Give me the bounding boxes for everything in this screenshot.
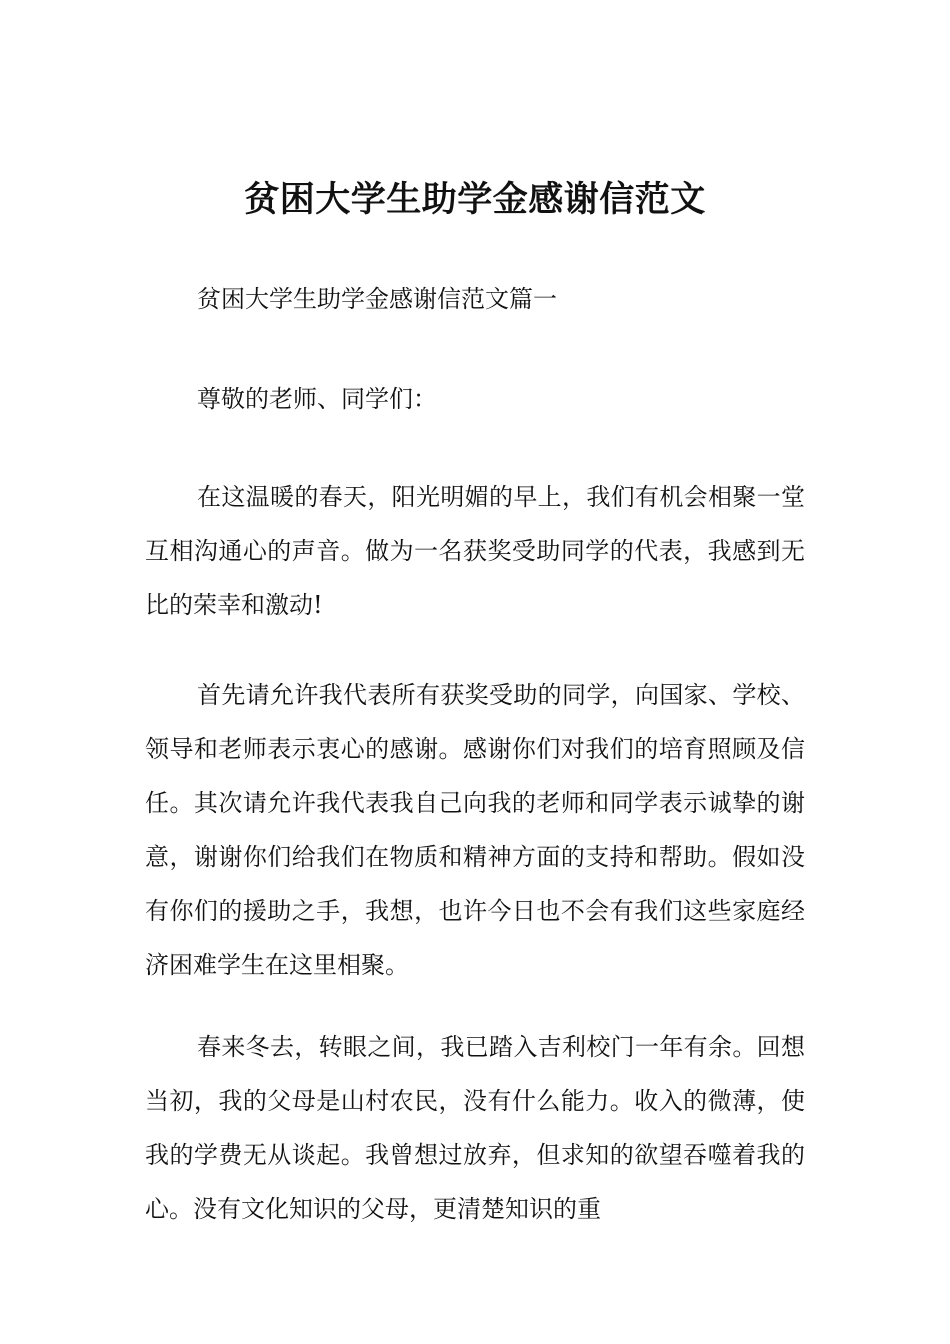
paragraph-1: 在这温暖的春天，阳光明媚的早上，我们有机会相聚一堂互相沟通心的声音。做为一名获奖受助同学的代表，我感到无比的荣幸和激动!: [145, 483, 805, 619]
salutation: 尊敬的老师、同学们：: [197, 385, 437, 413]
document-title: 贫困大学生助学金感谢信范文: [244, 180, 706, 220]
paragraph-2: 首先请允许我代表所有获奖受助的同学，向国家、学校、领导和老师表示衷心的感谢。感谢你们对我们的培育照顾及信任。其次请允许我代表我自己向我的老师和同学表示诚挚的谢意，谢谢你们给我们在物质和精神方面的支持和帮助。假如没有你们的援助之手，我想，也许今日也不会有我们这些家庭经济困难学生在这里相聚。: [145, 681, 805, 979]
section-heading: 贫困大学生助学金感谢信范文篇一: [197, 285, 557, 313]
paragraph-3: 春来冬去，转眼之间，我已踏入吉利校门一年有余。回想当初，我的父母是山村农民，没有什么能力。收入的微薄，使我的学费无从谈起。我曾想过放弃，但求知的欲望吞噬着我的心。没有文化知识的父母，更清楚知识的重: [145, 1033, 805, 1223]
